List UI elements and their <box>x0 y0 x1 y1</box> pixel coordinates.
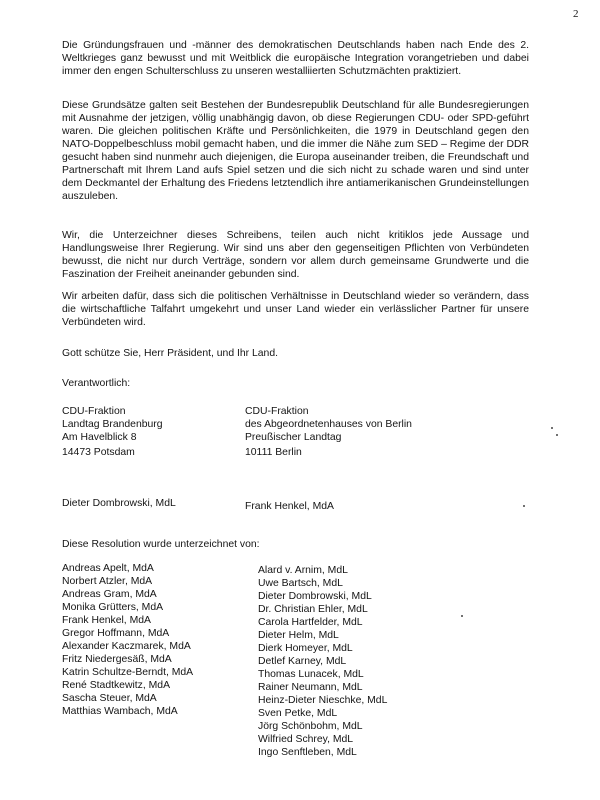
city-right: 10111 Berlin <box>245 447 302 458</box>
signer-item: Sven Petke, MdL <box>258 708 338 719</box>
address-right-line: des Abgeordnetenhauses von Berlin <box>245 419 412 430</box>
signer-item: Carola Hartfelder, MdL <box>258 617 363 628</box>
scan-speck <box>461 615 463 617</box>
address-right <box>245 405 412 444</box>
signer-item: Gregor Hoffmann, MdA <box>62 628 170 639</box>
signatory-right: Frank Henkel, MdA <box>245 501 334 512</box>
signer-item: Heinz-Dieter Nieschke, MdL <box>258 695 388 706</box>
signer-item: Sascha Steuer, MdA <box>62 693 157 704</box>
scan-speck <box>551 427 553 429</box>
signer-item: Monika Grütters, MdA <box>62 602 164 613</box>
signer-item: Dieter Dombrowski, MdL <box>258 591 372 602</box>
address-left-line: Landtag Brandenburg <box>62 419 163 430</box>
signer-item: Alard v. Arnim, MdL <box>258 565 348 576</box>
signed-intro: Diese Resolution wurde unterzeichnet von: <box>62 539 260 550</box>
signers-list-right <box>258 564 387 759</box>
signer-item: Dieter Helm, MdL <box>258 630 339 641</box>
paragraph-goals: Wir arbeiten dafür, dass sich die politischen Verhältnisse in Deutschland wieder so verändern, dass die wirtschaftliche Talfahrt umgekehrt und unser Land wieder ein verlässlicher Partner für unsere Verbündeten wird. <box>62 291 529 328</box>
address-left <box>62 405 163 444</box>
signer-item: René Stadtkewitz, MdA <box>62 680 170 691</box>
signer-item: Thomas Lunacek, MdL <box>258 669 364 680</box>
signer-item: Andreas Gram, MdA <box>62 589 157 600</box>
signer-item: Matthias Wambach, MdA <box>62 706 178 717</box>
signer-item: Detlef Karney, MdL <box>258 656 347 667</box>
paragraph-principles: Diese Grundsätze galten seit Bestehen der Bundesrepublik Deutschland für alle Bundesregierungen mit Ausnahme der jetzigen, völlig unabhängig davon, ob diese Regierungen CDU- oder SPD-geführt waren. Die gleichen politischen Kräfte und Persönlichkeiten, die 1979 in Deutschland gegen den NATO-Doppelbeschluss mobil gemacht haben, und die immer die Nähe zum SED – Regime der DDR gesucht haben sind nunmehr auch diejenigen, die Europa auseinander treiben, die Freundschaft und Partnerschaft mit Ihrem Land aufs Spiel setzen und die sich nicht zu schade waren und sind unter dem Deckmantel der Erhaltung des Friedens letztendlich ihre antiamerikanischen Grundeinstellungen auszuleben. <box>62 100 529 202</box>
signer-item: Fritz Niedergesäß, MdA <box>62 654 172 665</box>
page-number: 2 <box>573 8 579 20</box>
signer-item: Rainer Neumann, MdL <box>258 682 363 693</box>
city-left: 14473 Potsdam <box>62 447 135 458</box>
signer-item: Jörg Schönbohm, MdL <box>258 721 363 732</box>
paragraph-founders: Die Gründungsfrauen und -männer des demokratischen Deutschlands haben nach Ende des 2. Weltkrieges ganz bewusst und mit Weitblick die europäische Integration vorangetrieben und dabei immer den engen Schulterschluss zu unseren westalliierten Schutzmächten praktiziert. <box>62 40 529 77</box>
closing-line: Gott schütze Sie, Herr Präsident, und Ihr Land. <box>62 348 279 359</box>
signer-item: Alexander Kaczmarek, MdA <box>62 641 191 652</box>
signers-list-left <box>62 562 193 718</box>
paragraph-signatories-stance: Wir, die Unterzeichner dieses Schreibens, teilen auch nicht kritiklos jede Aussage und Handlungsweise Ihrer Regierung. Wir sind uns aber den gegenseitigen Pflichten von Verbündeten bewusst, die nicht nur durch Verträge, sondern vor allem durch gemeinsame Grundwerte und die Faszination der Freiheit aneinander gebunden sind. <box>62 230 529 280</box>
signer-item: Andreas Apelt, MdA <box>62 563 154 574</box>
scan-speck <box>556 434 558 436</box>
signer-item: Ingo Senftleben, MdL <box>258 747 357 758</box>
signatory-left: Dieter Dombrowski, MdL <box>62 498 176 509</box>
address-left-line: CDU-Fraktion <box>62 406 126 417</box>
address-right-line: CDU-Fraktion <box>245 406 309 417</box>
signer-item: Frank Henkel, MdA <box>62 615 151 626</box>
responsible-label: Verantwortlich: <box>62 378 131 389</box>
signer-item: Katrin Schultze-Berndt, MdA <box>62 667 194 678</box>
signer-item: Norbert Atzler, MdA <box>62 576 153 587</box>
signer-item: Wilfried Schrey, MdL <box>258 734 354 745</box>
signer-item: Dierk Homeyer, MdL <box>258 643 353 654</box>
signer-item: Dr. Christian Ehler, MdL <box>258 604 368 615</box>
address-right-line: Preußischer Landtag <box>245 432 342 443</box>
signer-item: Uwe Bartsch, MdL <box>258 578 343 589</box>
scan-speck <box>523 505 525 507</box>
address-left-line: Am Havelblick 8 <box>62 432 137 443</box>
